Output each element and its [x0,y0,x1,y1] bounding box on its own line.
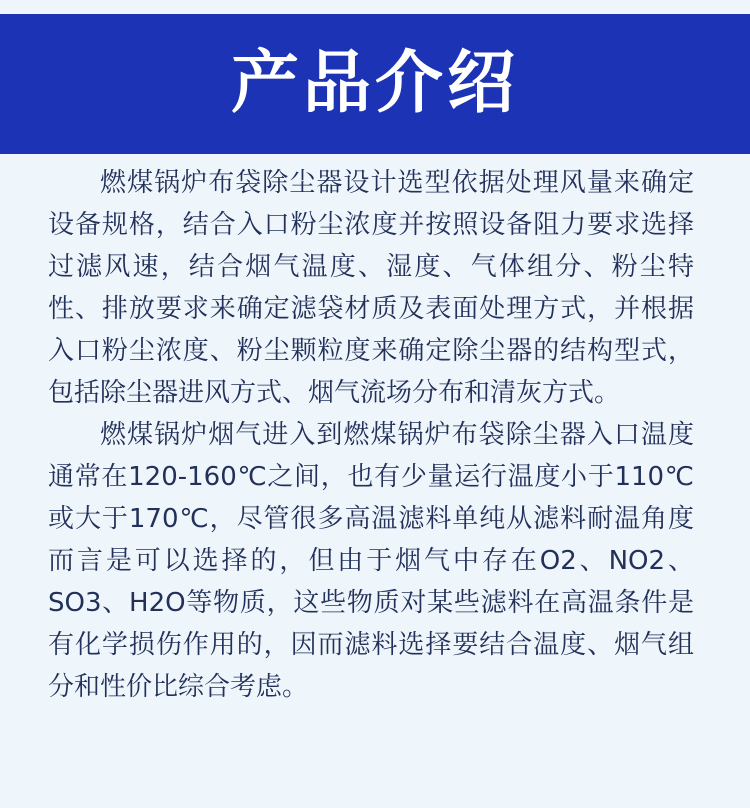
paragraph-temperature: 燃煤锅炉烟气进入到燃煤锅炉布袋除尘器入口温度通常在120-160℃之间，也有少量运行温度小于110℃或大于170℃，尽管很多高温滤料单纯从滤料耐温角度而言是可以选择的，但由于烟气中存在O2、NO2、SO3、H2O等物质，这些物质对某些滤料在高温条件是有化学损伤作用的，因而滤料选择要结合温度、烟气组分和性价比综合考虑。 [48,420,694,702]
header-banner [0,14,750,154]
paragraph-design-selection: 燃煤锅炉布袋除尘器设计选型依据处理风量来确定设备规格，结合入口粉尘浓度并按照设备阻力要求选择过滤风速，结合烟气温度、湿度、气体组分、粉尘特性、排放要求来确定滤袋材质及表面处理方式，并根据入口粉尘浓度、粉尘颗粒度来确定除尘器的结构型式，包括除尘器进风方式、烟气流场分布和清灰方式。 [48,168,694,408]
page-title: 产品介绍 [230,44,519,123]
product-description [48,162,694,708]
